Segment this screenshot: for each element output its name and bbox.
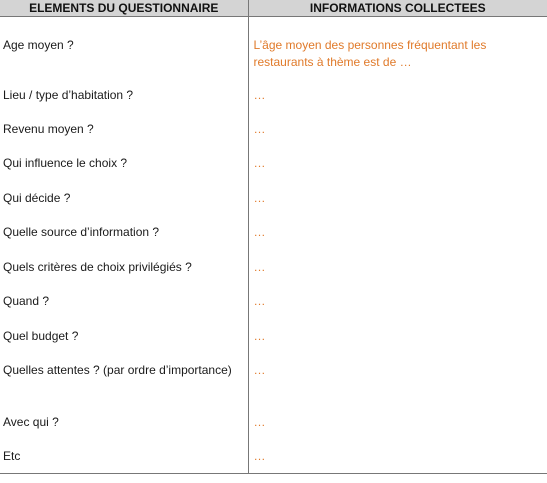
question-cell: Qui décide ? <box>0 179 248 213</box>
question-cell: Lieu / type d’habitation ? <box>0 75 248 110</box>
question-cell: Avec qui ? <box>0 403 248 437</box>
answer-cell: … <box>253 259 266 274</box>
answer-cell: … <box>253 155 266 170</box>
question-cell: Etc <box>0 437 248 474</box>
answer-cell: … <box>253 414 266 429</box>
table-row <box>0 144 547 179</box>
table-row <box>0 179 547 213</box>
table-row <box>0 110 547 144</box>
answer-cell: L’âge moyen des personnes fréquentant les restaurants à thème est de … <box>253 38 487 69</box>
question-cell: Quand ? <box>0 282 248 317</box>
table-row <box>0 317 547 351</box>
table-row <box>0 248 547 282</box>
question-cell: Revenu moyen ? <box>0 110 248 144</box>
table-row <box>0 213 547 248</box>
header-row <box>0 0 547 17</box>
question-cell: Age moyen ? <box>0 17 248 75</box>
header-elements: ELEMENTS DU QUESTIONNAIRE <box>0 0 248 17</box>
answer-cell: … <box>248 437 547 474</box>
question-cell: Quelles attentes ? (par ordre d’importance) <box>0 351 248 403</box>
answer-cell: … <box>253 121 266 136</box>
table-row <box>0 403 547 437</box>
question-cell: Quel budget ? <box>0 317 248 351</box>
answer-cell: … <box>253 224 266 239</box>
answer-cell: … <box>253 190 266 205</box>
question-cell: Qui influence le choix ? <box>0 144 248 179</box>
table-row <box>0 282 547 317</box>
answer-cell: … <box>253 87 266 102</box>
table-row <box>0 351 547 403</box>
table-row <box>0 75 547 110</box>
table-row <box>0 17 547 75</box>
question-cell: Quelle source d’information ? <box>0 213 248 248</box>
answer-cell: … <box>253 328 266 343</box>
answer-cell: … <box>253 362 266 377</box>
table-row <box>0 437 547 474</box>
answer-cell: … <box>253 293 266 308</box>
question-cell: Quels critères de choix privilégiés ? <box>0 248 248 282</box>
header-informations: INFORMATIONS COLLECTEES <box>248 0 547 17</box>
